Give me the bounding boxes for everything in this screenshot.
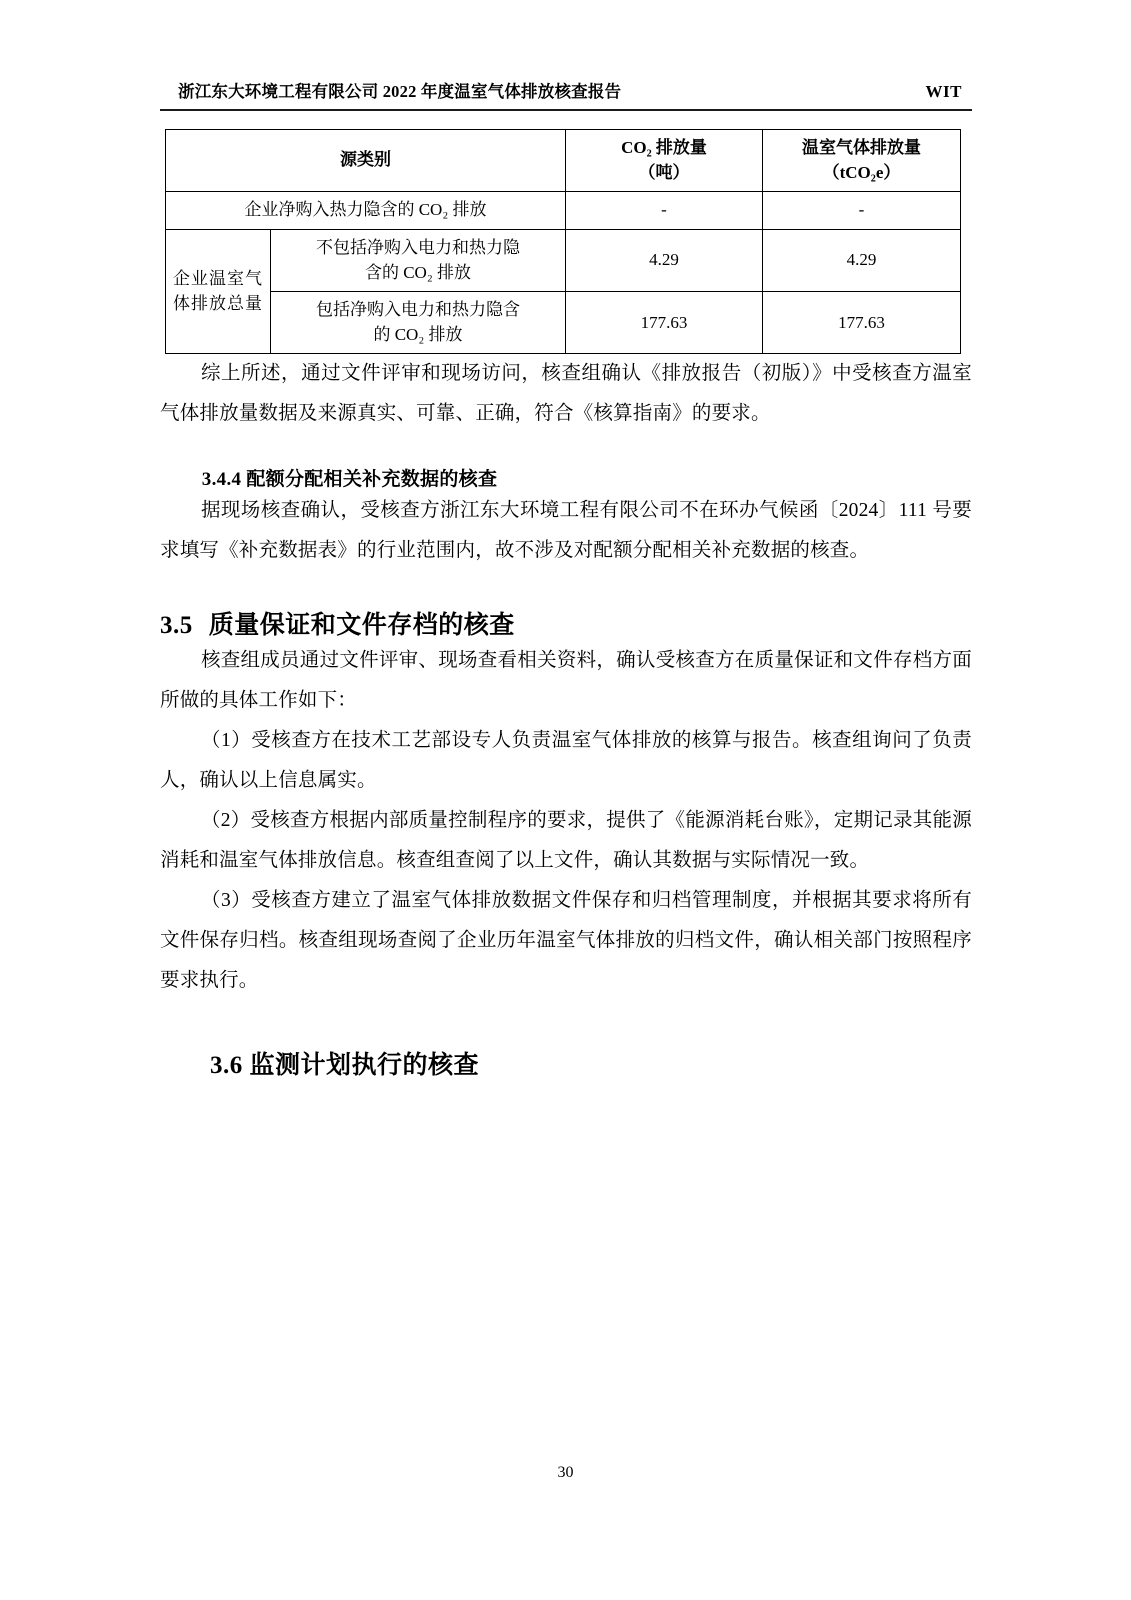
header-title: 浙江东大环境工程有限公司 2022 年度温室气体排放核查报告 bbox=[178, 82, 622, 101]
col-header-co2-line2: （吨） bbox=[638, 162, 690, 182]
row-label-purchased-heat: 企业净购入热力隐含的 CO₂ 排放 bbox=[166, 192, 566, 230]
paragraph-3-5-item-2: （2）受核查方根据内部质量控制程序的要求，提供了《能源消耗台账》，定期记录其能源消耗和温室气体排放信息。核查组查阅了以上文件，确认其数据与实际情况一致。 bbox=[160, 810, 972, 872]
row-label-excluding bbox=[271, 229, 566, 291]
col-header-co2-line1: CO₂ 排放量 bbox=[621, 138, 707, 157]
col-header-source: 源类别 bbox=[166, 130, 566, 192]
paragraph-3-5-item-3: （3）受核查方建立了温室气体排放数据文件保存和归档管理制度，并根据其要求将所有文件保存归档。核查组现场查阅了企业历年温室气体排放的归档文件，确认相关部门按照程序要求执行。 bbox=[160, 890, 972, 992]
cell-co2-excluding: 4.29 bbox=[566, 229, 763, 291]
cell-ghg-purchased-heat: - bbox=[763, 192, 961, 230]
heading-3-4-4: 3.4.4 配额分配相关补充数据的核查 bbox=[201, 469, 498, 491]
col-header-ghg-line1: 温室气体排放量 bbox=[802, 138, 921, 157]
col-header-co2 bbox=[566, 130, 763, 192]
row-label-including bbox=[271, 292, 566, 354]
row-group-label-total: 企业温室气体排放总量 bbox=[166, 229, 271, 354]
row-label-excluding-line1: 不包括净购入电力和热力隐 bbox=[316, 237, 520, 257]
cell-co2-purchased-heat: - bbox=[566, 192, 763, 230]
table-row bbox=[166, 192, 961, 230]
heading-3-6: 3.6 监测计划执行的核查 bbox=[210, 1052, 480, 1080]
col-header-ghg-line2: （tCO₂e） bbox=[822, 162, 901, 182]
row-label-excluding-line2: 含的 CO₂ 排放 bbox=[364, 262, 472, 282]
page-header bbox=[160, 78, 972, 111]
cell-ghg-excluding: 4.29 bbox=[763, 229, 961, 291]
col-header-ghg bbox=[763, 130, 961, 192]
row-label-including-line1: 包括净购入电力和热力隐含 bbox=[316, 300, 520, 320]
paragraph-3-4-4: 据现场核查确认，受核查方浙江东大环境工程有限公司不在环办气候函〔2024〕111 号要求填写《补充数据表》的行业范围内，故不涉及对配额分配相关补充数据的核查。 bbox=[160, 500, 972, 562]
heading-3-5-text: 质量保证和文件存档的核查 bbox=[208, 612, 515, 640]
cell-co2-including: 177.63 bbox=[566, 292, 763, 354]
page-content bbox=[160, 78, 972, 1081]
paragraph-summary: 综上所述，通过文件评审和现场访问，核查组确认《排放报告（初版）》中受核查方温室气体排放量数据及来源真实、可靠、正确，符合《核算指南》的要求。 bbox=[160, 363, 972, 425]
paragraph-3-5-intro: 核查组成员通过文件评审、现场查看相关资料，确认受核查方在质量保证和文件存档方面所做的具体工作如下： bbox=[160, 650, 972, 712]
table-header-row bbox=[166, 130, 961, 192]
table-row bbox=[166, 229, 961, 291]
cell-ghg-including: 177.63 bbox=[763, 292, 961, 354]
table-row bbox=[166, 292, 961, 354]
header-logo-text: WIT bbox=[925, 82, 962, 101]
paragraph-3-5-item-1: （1）受核查方在技术工艺部设专人负责温室气体排放的核算与报告。核查组询问了负责人，确认以上信息属实。 bbox=[160, 730, 972, 792]
emissions-table bbox=[165, 129, 961, 354]
heading-3-5 bbox=[160, 605, 972, 641]
heading-3-5-number: 3.5 bbox=[160, 612, 193, 640]
page-number: 30 bbox=[557, 1464, 574, 1481]
row-label-including-line2: 的 CO₂ 排放 bbox=[373, 324, 463, 344]
